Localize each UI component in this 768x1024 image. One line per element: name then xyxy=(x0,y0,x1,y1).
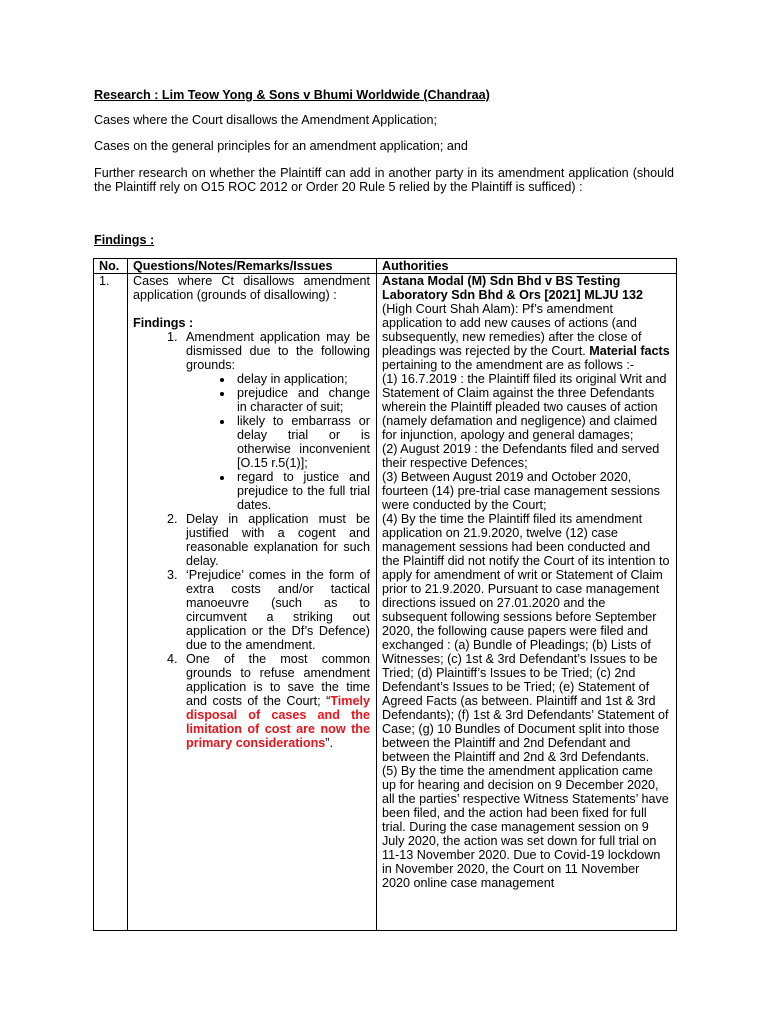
authority-fact-2: (2) August 2019 : the Defendants filed and served their respective Defences; xyxy=(382,442,660,470)
findings-list xyxy=(133,330,370,750)
bullet-item: • likely to embarrass or delay trial or is otherwise inconvenient [O.15 r.5(1)]; xyxy=(234,414,370,470)
table-header-row xyxy=(94,259,677,274)
material-facts-tail: pertaining to the amendment are as follows :- xyxy=(382,358,635,372)
list-item xyxy=(181,652,370,750)
authority-fact-1: (1) 16.7.2019 : the Plaintiff filed its original Writ and Statement of Claim against the three Defendants wherein the Plaintiff pleaded two causes of action (namely defamation and negligence) and claimed for injunction, apology and general damages; xyxy=(382,372,667,442)
findings-table xyxy=(93,258,677,931)
material-facts-label: Material facts xyxy=(589,344,670,358)
item-4-highlight: Timely disposal of cases and the limitation of cost are now the primary considerations xyxy=(186,694,370,750)
row-number: 1. xyxy=(94,274,128,931)
bullet-item: • regard to justice and prejudice to the full trial dates. xyxy=(234,470,370,512)
authority-summary xyxy=(382,274,670,372)
header-authorities: Authorities xyxy=(377,259,677,274)
document-title: Research : Lim Teow Yong & Sons v Bhumi Worldwide (Chandraa) xyxy=(94,88,490,102)
header-questions: Questions/Notes/Remarks/Issues xyxy=(128,259,377,274)
findings-label: Findings : xyxy=(133,316,194,330)
intro-paragraph-1: Cases where the Court disallows the Amendment Application; xyxy=(94,113,438,127)
question-cell xyxy=(128,274,377,931)
list-item: 2. Delay in application must be justified with a cogent and reasonable explanation for such delay. xyxy=(181,512,370,568)
table-row xyxy=(94,274,677,931)
grounds-bullets xyxy=(186,372,370,512)
authority-case-name: Astana Modal (M) Sdn Bhd v BS Testing Laboratory Sdn Bhd & Ors [2021] MLJU 132 xyxy=(382,274,644,302)
authorities-content xyxy=(382,274,670,930)
intro-paragraph-3: Further research on whether the Plaintiff can add in another party in its amendment application (should the Plaintiff rely on O15 ROC 2012 or Order 20 Rule 5 relied by the Plaintiff is sufficed) : xyxy=(94,166,674,194)
bullet-item: • prejudice and change in character of suit; xyxy=(234,386,370,414)
findings-heading: Findings : xyxy=(94,233,155,247)
item-4-text: One of the most common grounds to refuse amendment application is to save the time and costs of the Court; “ xyxy=(186,652,370,708)
item-1-text: Amendment application may be dismissed due to the following grounds: xyxy=(186,330,370,372)
authority-fact-4: (4) By the time the Plaintiff filed its amendment application on 21.9.2020, twelve (12) case management sessions had been conducted and the Plaintiff did not notify the Court of its intention to apply for amendment of writ or Statement of Claim prior to 21.9.2020. Pursuant to case management directions issued on 27.01.2020 and the subsequent following sessions before September 2020, the following cause papers were filed and exchanged : (a) Bundle of Pleadings; (b) Lists of Witnesses; (c) 1st & 3rd Defendant’s Issues to be Tried; (d) Plaintiff’s Issues to be Tried; (c) 2nd Defendant’s Issues to be Tried; (e) Statement of Agreed Facts (as between. Plaintiff and 1st & 3rd Defendants); (f) 1st & 3rd Defendants’ Statement of Case; (g) 10 Bundles of Document split into those between the Plaintiff and 2nd Defendant and between the Plaintiff and 2nd & 3rd Defendants. xyxy=(382,512,670,764)
intro-paragraph-2: Cases on the general principles for an amendment application; and xyxy=(94,139,468,153)
item-4-end: ”. xyxy=(325,736,333,750)
authority-intro: (High Court Shah Alam): Pf’s amendment application to add new causes of actions (and subsequently, new remedies) after the close of pleadings was rejected by the Court. xyxy=(382,302,642,358)
list-item: 3. ‘Prejudice’ comes in the form of extra costs and/or tactical manoeuvre (such as to circumvent a striking out application or the Df’s Defence) due to the amendment. xyxy=(181,568,370,652)
authorities-cell xyxy=(377,274,677,931)
bullet-item: • delay in application; xyxy=(234,372,370,386)
authority-fact-3: (3) Between August 2019 and October 2020, fourteen (14) pre-trial case management sessions were conducted by the Court; xyxy=(382,470,660,512)
question-text: Cases where Ct disallows amendment application (grounds of disallowing) : xyxy=(133,274,370,302)
authority-fact-5: (5) By the time the amendment application came up for hearing and decision on 9 December 2020, all the parties’ respective Witness Statements’ have been filed, and the action had been fixed for full trial. During the case management session on 9 July 2020, the action was set down for full trial on 11-13 November 2020. Due to Covid-19 lockdown in November 2020, the Court on 11 November 2020 online case management xyxy=(382,764,669,890)
list-item xyxy=(181,330,370,512)
header-no: No. xyxy=(94,259,128,274)
